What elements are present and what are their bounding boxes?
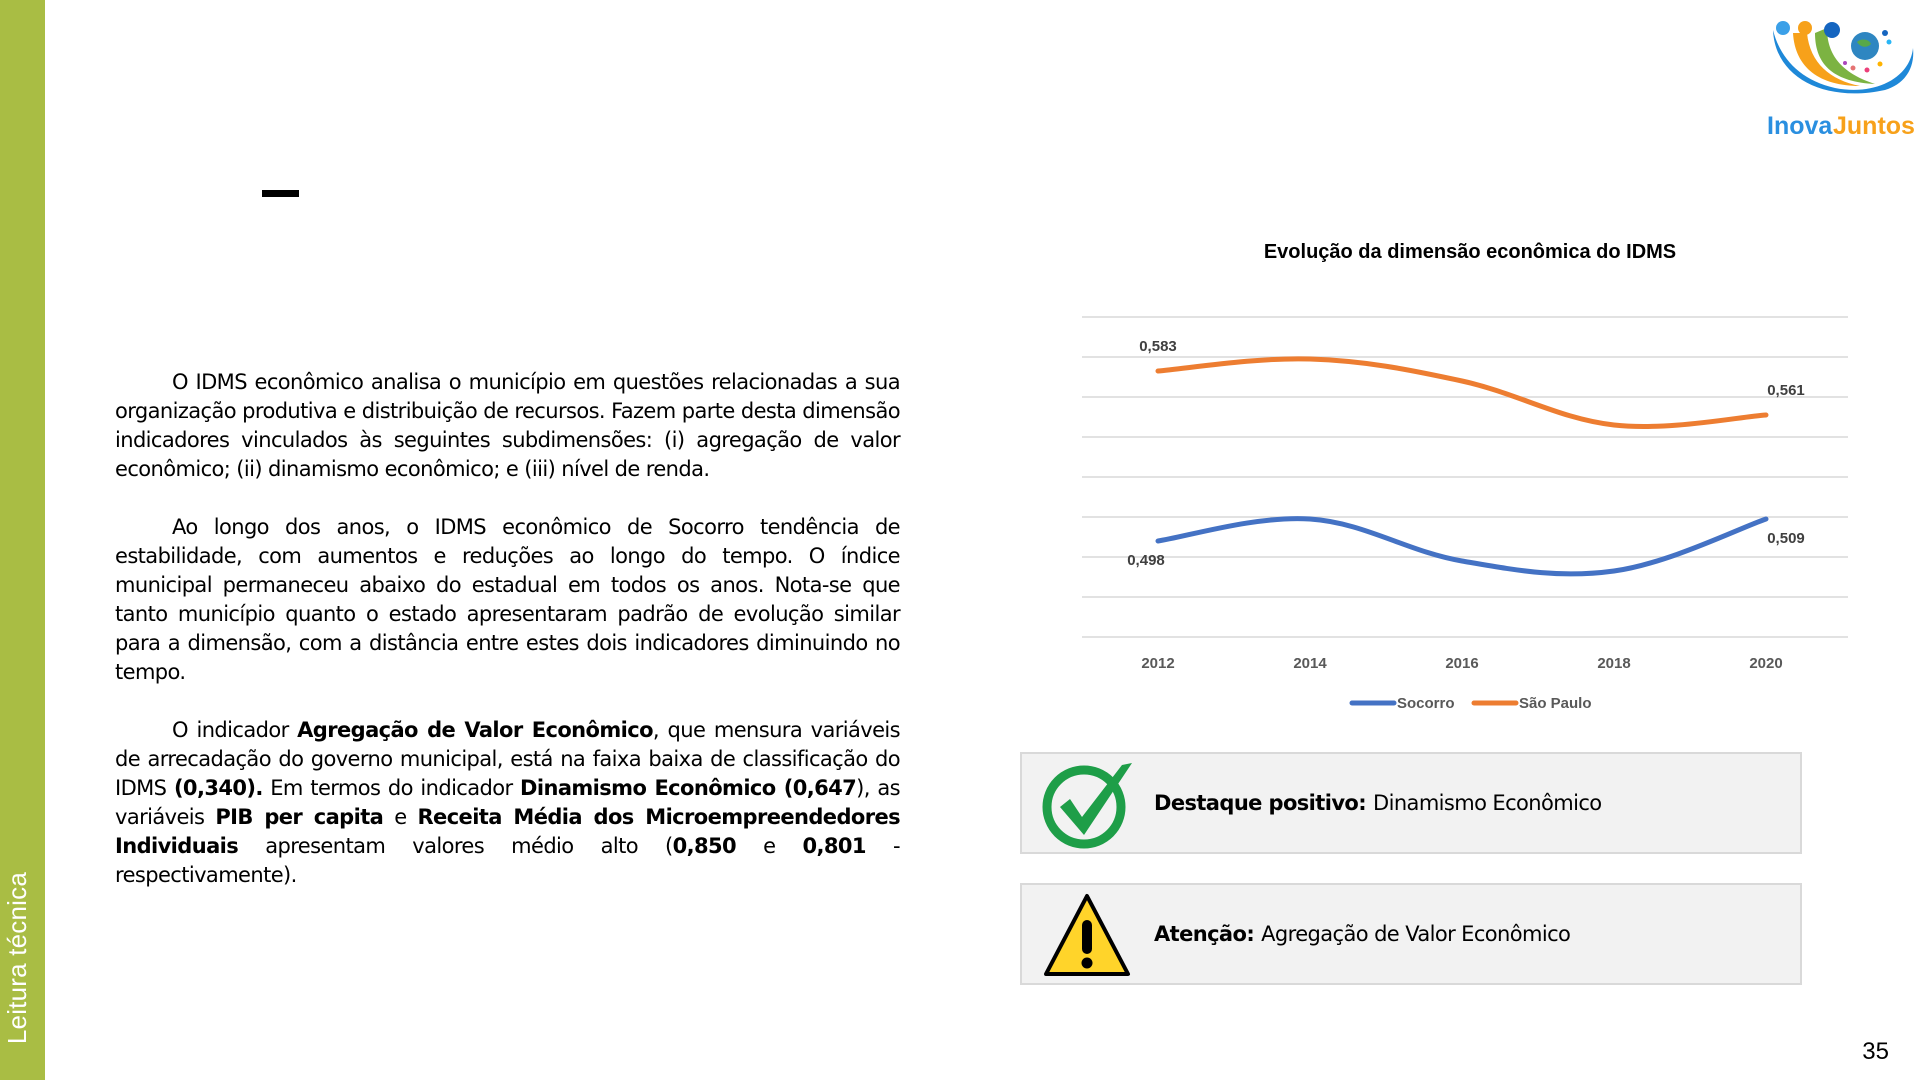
bold-text-run: Receita Média dos Microempreendedores Individuais xyxy=(115,805,900,858)
chart-title: Evolução da dimensão econômica do IDMS xyxy=(1263,241,1677,263)
warning-icon xyxy=(1040,890,1134,982)
legend-label: Socorro xyxy=(1397,695,1455,712)
callout-positive xyxy=(1020,752,1802,854)
legend-label: São Paulo xyxy=(1519,695,1592,712)
page-number: 35 xyxy=(1862,1038,1889,1065)
check-circle-icon xyxy=(1040,759,1134,851)
text-run: O IDMS econômico analisa o município em questões relacionadas a sua organização produtiva e distribuição de recursos. Fazem parte desta dimensão indicadores vinculados às seguintes subdimensões: (i) agregação de valor econômico; (ii) dinamismo econômico; e (iii) nível de renda. xyxy=(115,370,900,481)
x-tick-label: 2018 xyxy=(1597,655,1631,672)
bold-text-run: Agregação de Valor Econômico xyxy=(297,718,653,742)
text-run: e xyxy=(383,805,418,829)
text-run: - respectivamente). xyxy=(115,834,900,887)
callout-positive-value: Dinamismo Econômico xyxy=(1373,791,1602,815)
text-run: O indicador xyxy=(172,718,298,742)
bold-text-run: 0,801 xyxy=(802,834,866,858)
text-run: ), as variáveis xyxy=(115,776,900,829)
x-tick-label: 2020 xyxy=(1749,655,1783,672)
callout-attention xyxy=(1020,883,1802,985)
x-tick-label: 2014 xyxy=(1293,655,1327,672)
sidebar-label: Leitura técnica xyxy=(2,871,32,1044)
data-label: 0,561 xyxy=(1767,382,1805,399)
series-line-s-o-paulo xyxy=(1158,359,1766,427)
bold-text-run: 0,850 xyxy=(672,834,737,858)
data-label: 0,583 xyxy=(1139,338,1177,355)
bold-text-run: PIB per capita xyxy=(215,805,384,829)
bold-text-run: Dinamismo Econômico (0,647 xyxy=(520,776,857,800)
data-label: 0,509 xyxy=(1767,530,1805,547)
callout-attention-label: Atenção: xyxy=(1154,922,1255,946)
series-line-socorro xyxy=(1158,519,1766,574)
logo-text-juntos: Juntos xyxy=(1833,112,1915,138)
callout-attention-value: Agregação de Valor Econômico xyxy=(1261,922,1571,946)
text-run: , que mensura variáveis de arrecadação do governo municipal, está na faixa baixa de classificação do IDMS xyxy=(115,718,900,800)
text-run: e xyxy=(736,834,803,858)
x-tick-label: 2012 xyxy=(1141,655,1175,672)
logo-text-inova: Inova xyxy=(1767,112,1833,138)
x-tick-label: 2016 xyxy=(1445,655,1479,672)
callout-positive-label: Destaque positivo: xyxy=(1154,791,1367,815)
text-run: apresentam valores médio alto ( xyxy=(238,834,673,858)
text-run: Em termos do indicador xyxy=(262,776,521,800)
text-run: Ao longo dos anos, o IDMS econômico de Socorro tendência de estabilidade, com aumentos e reduções ao longo do tempo. O índice municipal permaneceu abaixo do estadual em todos os anos. Nota-se que tanto município quanto o estado apresentaram padrão de evolução similar para a dimensão, com a distância entre estes dois indicadores diminuindo no tempo. xyxy=(115,515,900,684)
bold-text-run: (0,340). xyxy=(173,776,263,800)
data-label: 0,498 xyxy=(1127,552,1165,569)
